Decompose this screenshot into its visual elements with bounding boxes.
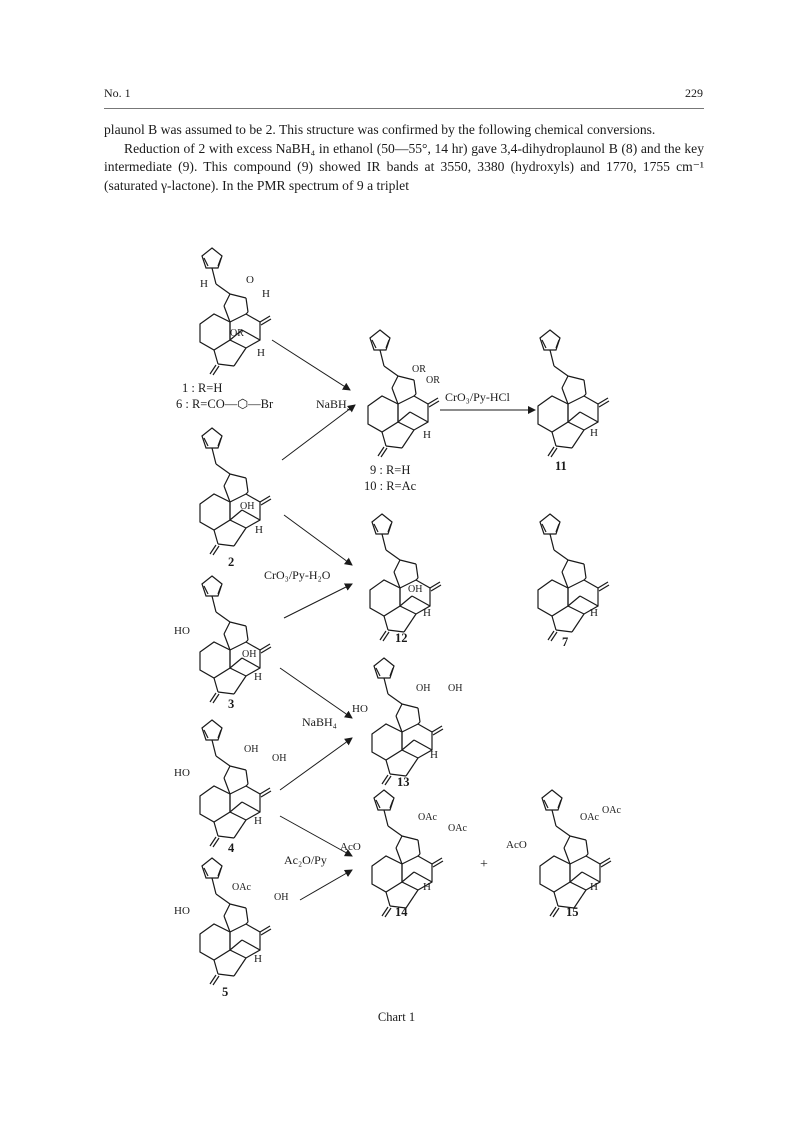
- structure-7: [538, 514, 609, 641]
- compound-5-label: 5: [222, 985, 229, 999]
- arrow-4-to-13: [280, 738, 352, 790]
- label-aco: AcO: [340, 841, 361, 853]
- label-aco: AcO: [506, 839, 527, 851]
- plus-sign: +: [480, 857, 488, 872]
- compound-4-label: 4: [228, 841, 235, 855]
- label-h: H: [590, 427, 598, 439]
- label-h: H: [423, 607, 431, 619]
- compound-13-label: 13: [397, 775, 410, 789]
- label-h: H: [257, 347, 265, 359]
- label-h: H: [430, 749, 438, 761]
- structure-11: [538, 330, 609, 457]
- compound-14-label: 14: [395, 905, 408, 919]
- label-oac: OAc: [232, 882, 251, 893]
- compound-1-label: 1 : R=H: [182, 381, 223, 395]
- arrow-2-to-9: [282, 405, 355, 460]
- label-ho: HO: [174, 767, 190, 779]
- structure-3: [200, 576, 271, 703]
- journal-number: No. 1: [104, 86, 131, 100]
- reagent-nabh4-top: NaBH₄: [316, 397, 351, 411]
- label-h: H: [254, 671, 262, 683]
- compound-2-label: 2: [228, 555, 235, 569]
- reagent-cro3-py-h2o: CrO₃/Py-H₂O: [264, 568, 331, 582]
- label-or: OR: [412, 364, 426, 375]
- label-h: H: [254, 953, 262, 965]
- reaction-scheme: [0, 230, 793, 1030]
- arrow-4-to-14: [280, 816, 352, 856]
- paragraph-2: Reduction of 2 with excess NaBH₄ in ethanol (50—55°, 14 hr) gave 3,4-dihydroplaunol B (8) and the key intermediate (9). This compound (9) showed IR bands at 3550, 3380 (hydroxyls) and 1770, 1755 cm⁻¹ (saturated γ-lactone). In the PMR spectrum of 9 a triplet: [104, 140, 704, 193]
- arrow-3-to-13: [280, 668, 352, 718]
- compound-9-label: 9 : R=H: [370, 463, 411, 477]
- label-h: H: [255, 524, 263, 536]
- reagent-nabh4-bottom: NaBH₄: [302, 715, 337, 729]
- label-oac: OAc: [448, 823, 467, 834]
- structure-4: [200, 720, 271, 847]
- compound-7-label: 7: [562, 635, 569, 649]
- label-oh: OH: [448, 683, 463, 694]
- compound-15-label: 15: [566, 905, 579, 919]
- reagent-ac2o-py: Ac₂O/Py: [284, 853, 327, 867]
- label-h: H: [590, 607, 598, 619]
- label-oh: OH: [272, 753, 287, 764]
- label-oac: OAc: [418, 812, 437, 823]
- label-or: OR: [426, 375, 440, 386]
- arrow-3-to-12: [284, 584, 352, 618]
- label-oh: OH: [240, 501, 255, 512]
- label-oac: OAc: [580, 812, 599, 823]
- label-oh: OH: [416, 683, 431, 694]
- structure-12: [370, 514, 441, 641]
- label-ho: HO: [352, 703, 368, 715]
- label-oh: OH: [274, 892, 289, 903]
- structure-13: [372, 658, 443, 785]
- label-oh: OH: [242, 649, 257, 660]
- compound-11-label: 11: [555, 459, 567, 473]
- compound-12-label: 12: [395, 631, 408, 645]
- label-oh: OH: [408, 584, 423, 595]
- label-oac: OAc: [602, 805, 621, 816]
- structure-5: [200, 858, 271, 985]
- page-header: [104, 86, 703, 106]
- label-h: H: [423, 881, 431, 893]
- structure-15: [540, 790, 611, 917]
- label-or: OR: [230, 328, 244, 339]
- label-oh: OH: [244, 744, 259, 755]
- label-h: H: [200, 278, 208, 290]
- header-rule: [104, 108, 704, 109]
- arrow-1-to-9: [272, 340, 350, 390]
- compound-10-label: 10 : R=Ac: [364, 479, 417, 493]
- arrow-5-to-14: [300, 870, 352, 900]
- label-h: H: [423, 429, 431, 441]
- arrow-2-to-12: [284, 515, 352, 565]
- chart-caption: Chart 1: [377, 1010, 416, 1024]
- structure-14: [372, 790, 443, 917]
- label-h: H: [254, 815, 262, 827]
- label-h: H: [262, 288, 270, 300]
- label-ho: HO: [174, 905, 190, 917]
- reagent-cro3-py-hcl: CrO₃/Py-HCl: [445, 390, 510, 404]
- compound-3-label: 3: [228, 697, 235, 711]
- paragraph-1: plaunol B was assumed to be 2. This structure was confirmed by the following chemical conversions.: [104, 122, 656, 137]
- label-ho: HO: [174, 625, 190, 637]
- page-number: 229: [685, 86, 703, 100]
- body-text: [104, 121, 704, 195]
- label-o: O: [246, 274, 254, 286]
- label-h: H: [590, 881, 598, 893]
- compound-6-label: 6 : R=CO—⬡—Br: [176, 397, 274, 411]
